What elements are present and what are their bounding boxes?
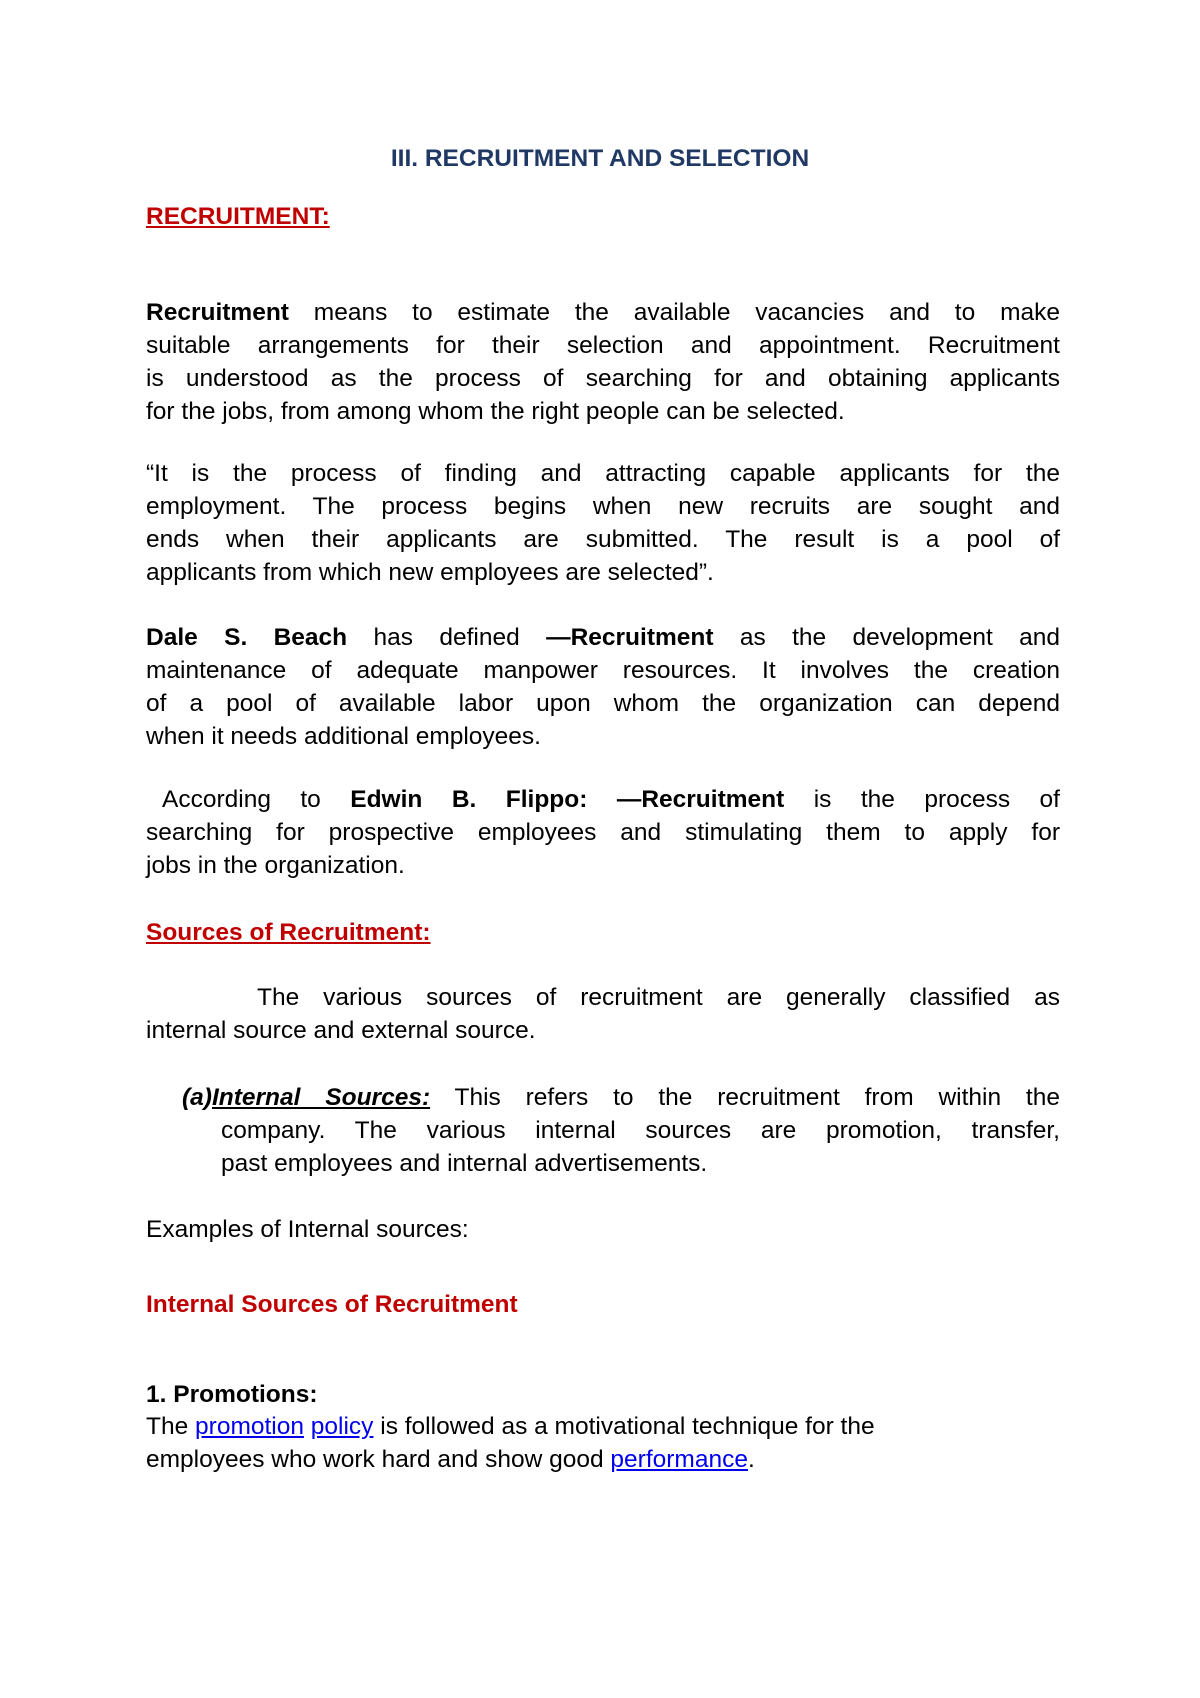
link-performance[interactable]: performance bbox=[610, 1446, 748, 1473]
paragraph-promotions: The promotion policy is followed as a motivational technique for the employees who work hard and show good performance. bbox=[146, 1413, 875, 1473]
paragraph-sources-intro: The various sources of recruitment are generally classified as internal source and external source. bbox=[146, 984, 1060, 1044]
promotions-heading: 1. Promotions: bbox=[146, 1381, 318, 1408]
internal-sources-heading: Internal Sources of Recruitment bbox=[146, 1291, 518, 1318]
paragraph-recruitment-definition: Recruitment means to estimate the available vacancies and to make suitable arrangements for their selection and appointment. Recruitment is understood as the process of searching for and obtaining applicants for the jobs, from among whom the right people can be selected. bbox=[146, 299, 1060, 425]
paragraph-dale-beach: Dale S. Beach has defined ―Recruitment as the development and maintenance of adequate manpower resources. It involves the creation of a pool of available labor upon whom the organization can depend when it needs additional employees. bbox=[146, 624, 1060, 750]
paragraph-edwin-flippo: According to Edwin B. Flippo: ―Recruitment is the process of searching for prospective employees and stimulating them to apply for jobs in the organization. bbox=[146, 786, 1060, 879]
paragraph-internal-sources: (a)Internal Sources: This refers to the recruitment from within the company. The various internal sources are promotion, transfer, past employees and internal advertisements. bbox=[182, 1084, 1060, 1177]
sources-heading: Sources of Recruitment: bbox=[146, 919, 431, 946]
link-promotion[interactable]: promotion bbox=[195, 1413, 304, 1440]
examples-label: Examples of Internal sources: bbox=[146, 1216, 469, 1243]
paragraph-quote: “It is the process of finding and attracting capable applicants for the employment. The process begins when new recruits are sought and ends when their applicants are submitted. The result is a pool of applicants from which new employees are selected”. bbox=[146, 460, 1060, 586]
page-title: III. RECRUITMENT AND SELECTION bbox=[390, 145, 810, 172]
link-policy[interactable]: policy bbox=[310, 1413, 374, 1440]
term-recruitment: Recruitment bbox=[146, 299, 289, 326]
recruitment-heading: RECRUITMENT: bbox=[146, 203, 330, 230]
